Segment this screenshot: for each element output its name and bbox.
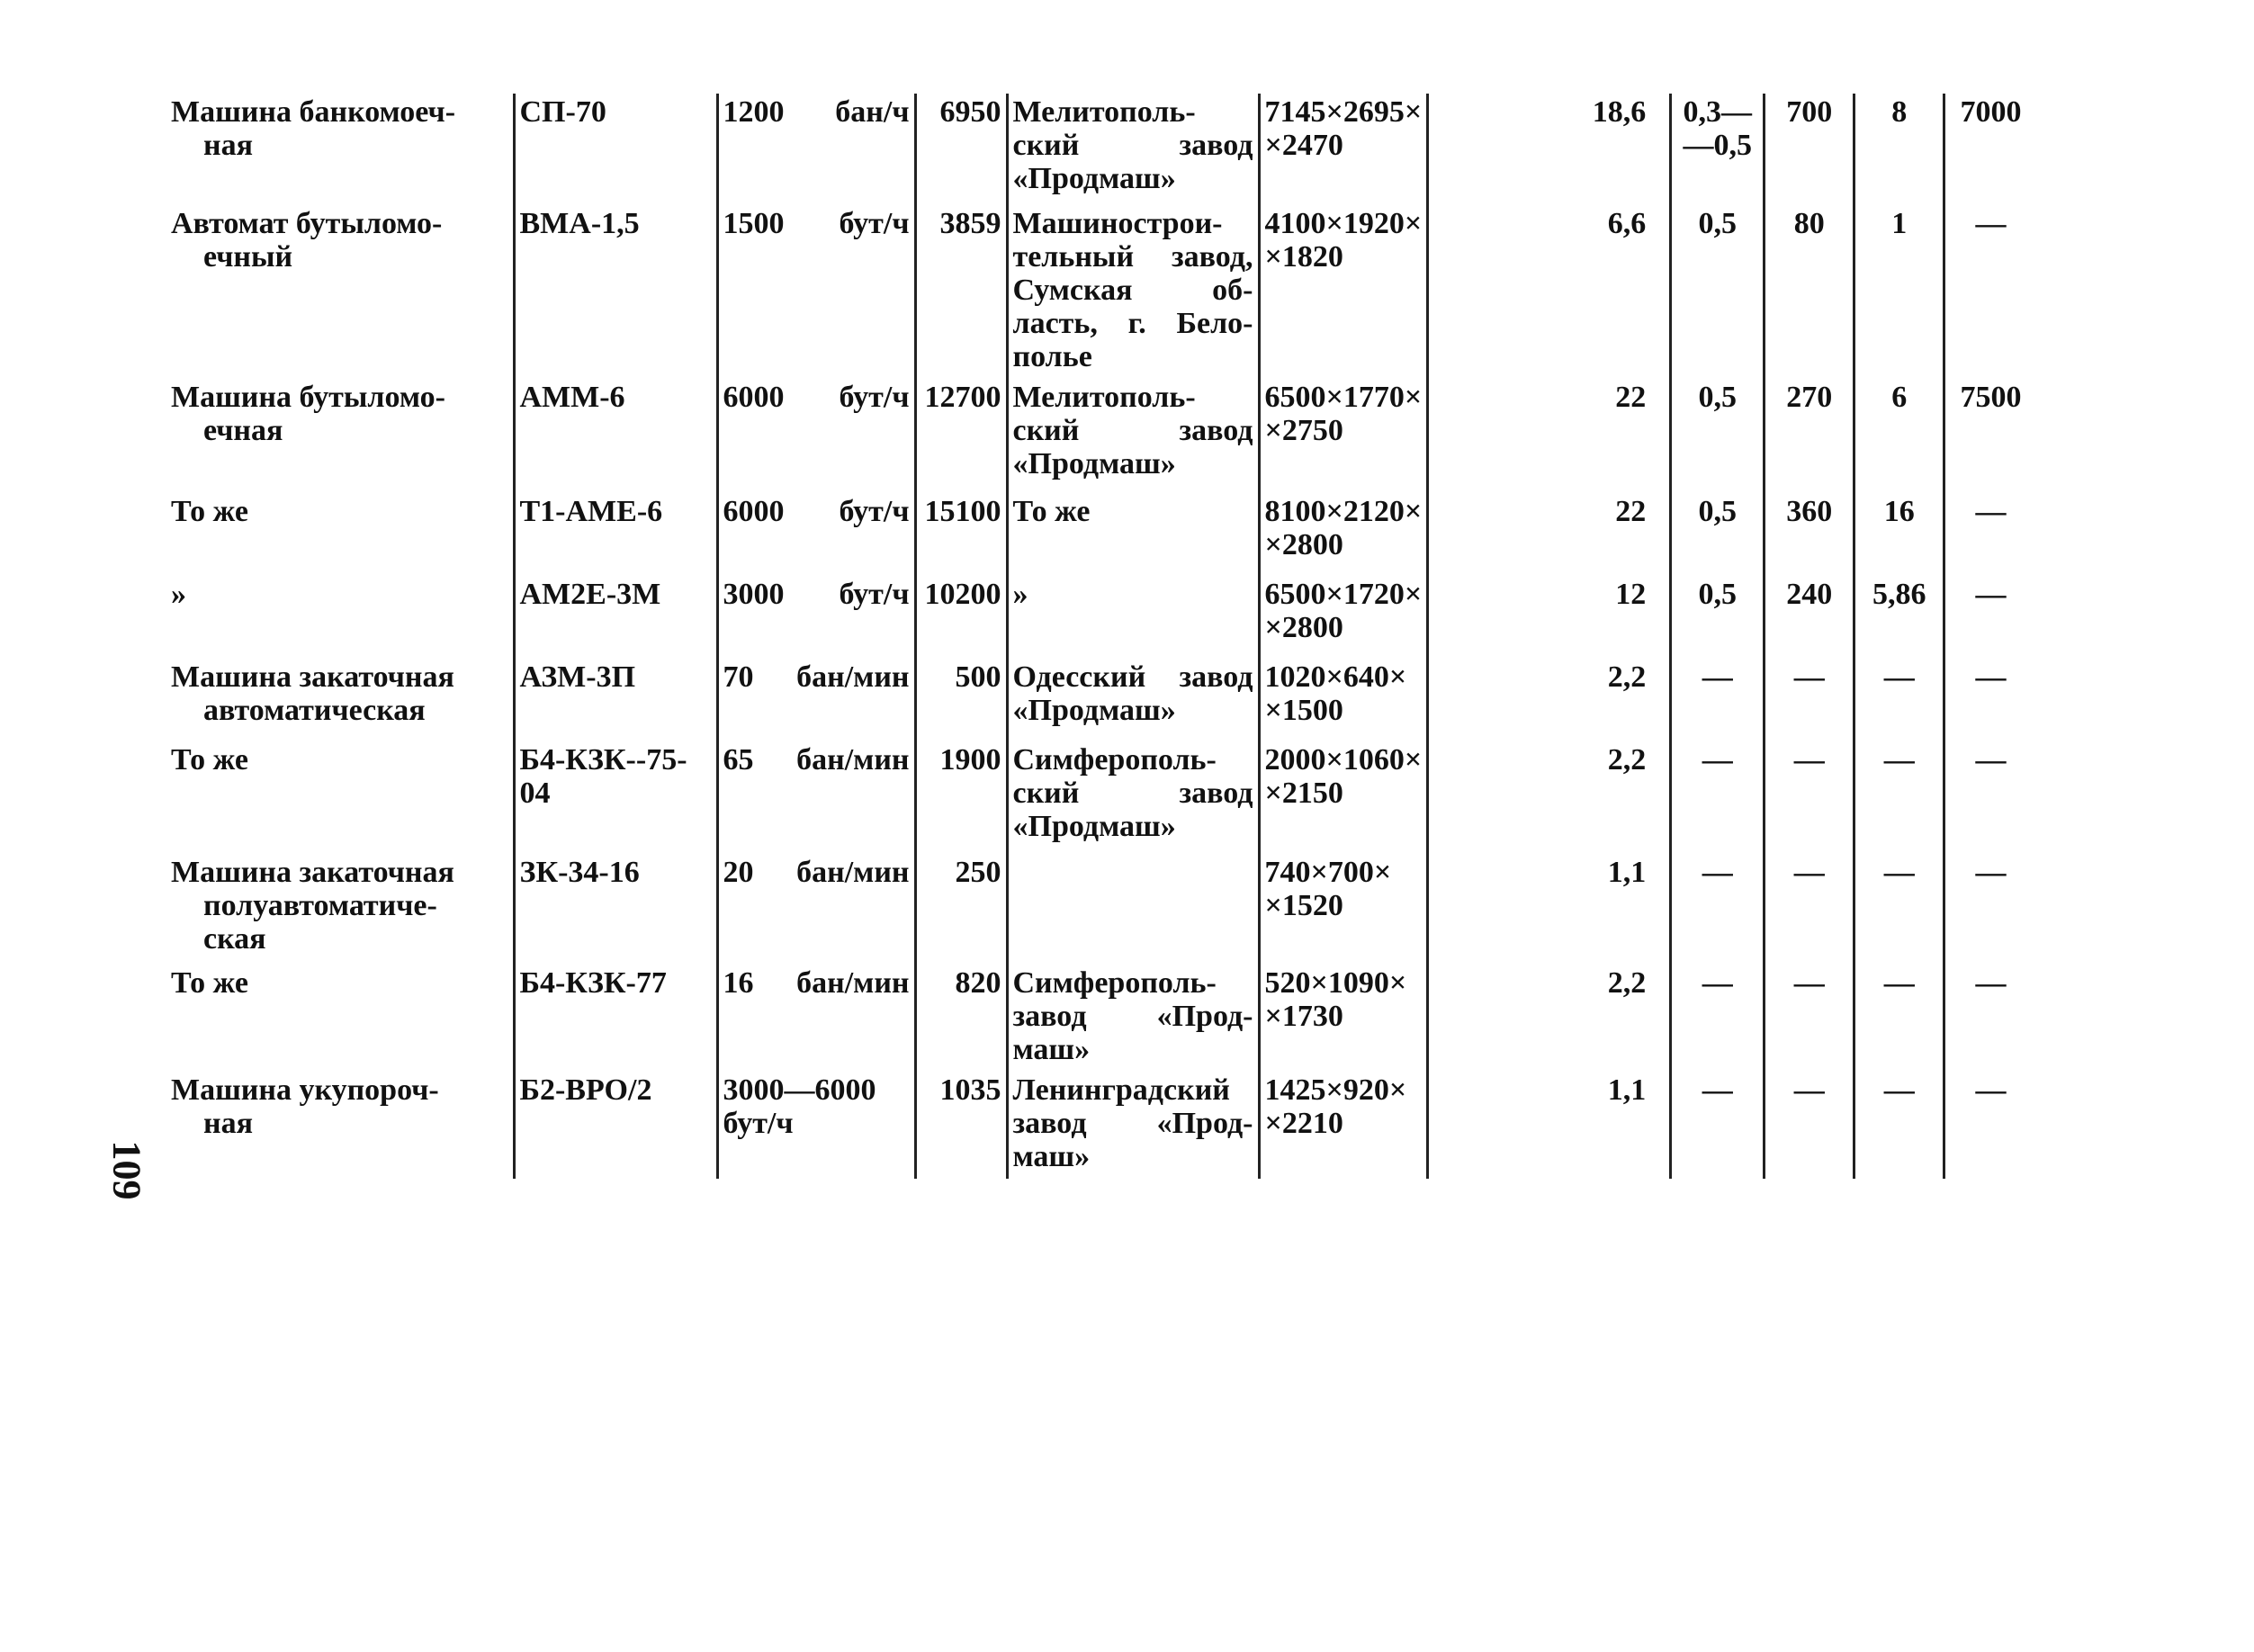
model-text: Т1-АМЕ-6 — [519, 495, 663, 528]
model-text: ЗК-34-16 — [519, 856, 640, 889]
capacity-cell — [717, 205, 915, 379]
pressure-cell — [1671, 854, 1765, 965]
equipment-name-line: ская — [203, 922, 266, 956]
model-cell — [514, 659, 717, 741]
dimensions-line: ×1520 — [1264, 889, 1343, 922]
pressure-line: 0,5 — [1698, 381, 1737, 414]
equipment-name-cell — [167, 205, 514, 379]
staff-cell — [1854, 94, 1944, 205]
price-cell — [915, 659, 1007, 741]
price-cell — [915, 965, 1007, 1072]
power-text: 1,1 — [1607, 1073, 1647, 1107]
water-text: — — [1793, 660, 1825, 694]
power-text: 6,6 — [1607, 207, 1647, 240]
price-cell — [915, 1072, 1007, 1179]
page-number: 109 — [104, 1140, 149, 1200]
price-cell — [915, 94, 1007, 205]
power-cell — [1428, 205, 1671, 379]
manufacturer-text: То же — [1012, 495, 1091, 528]
extra-text: 7000 — [1960, 95, 2022, 129]
extra-cell — [1944, 659, 2036, 741]
price-cell — [915, 493, 1007, 576]
capacity-cell — [717, 741, 915, 854]
dimensions-cell — [1259, 379, 1428, 493]
equipment-name-line: » — [171, 578, 186, 611]
extra-cell — [1944, 205, 2036, 379]
power-text: 18,6 — [1592, 95, 1647, 129]
dimensions-cell — [1259, 741, 1428, 854]
pressure-line: — — [1702, 966, 1733, 1000]
capacity-cell — [717, 965, 915, 1072]
water-cell — [1765, 1072, 1854, 1179]
equipment-name-cell — [167, 493, 514, 576]
staff-text: — — [1883, 856, 1915, 889]
power-cell — [1428, 741, 1671, 854]
table-row — [167, 741, 2036, 854]
power-cell — [1428, 576, 1671, 659]
price-text: 15100 — [924, 495, 1001, 528]
water-cell — [1765, 94, 1854, 205]
extra-cell — [1944, 379, 2036, 493]
water-cell — [1765, 493, 1854, 576]
extra-cell — [1944, 94, 2036, 205]
pressure-cell — [1671, 1072, 1765, 1179]
pressure-cell — [1671, 741, 1765, 854]
staff-text: — — [1883, 1073, 1915, 1107]
staff-text: — — [1883, 743, 1915, 777]
dimensions-line: ×2800 — [1264, 611, 1343, 644]
manufacturer-text: Симферополь-ский завод «Продмаш» — [1012, 743, 1253, 843]
price-text: 3859 — [939, 207, 1001, 240]
pressure-line: — — [1702, 856, 1733, 889]
model-text: СП-70 — [519, 95, 606, 129]
equipment-name-cell — [167, 659, 514, 741]
capacity-text: 1500 бут/ч — [723, 207, 910, 240]
power-cell — [1428, 659, 1671, 741]
model-text: АЗМ-3П — [519, 660, 636, 694]
pressure-line: — — [1702, 743, 1733, 777]
pressure-line: — — [1702, 1073, 1733, 1107]
staff-cell — [1854, 576, 1944, 659]
extra-text: — — [1975, 660, 2007, 694]
water-text: — — [1793, 743, 1825, 777]
dimensions-line: 740×700× — [1264, 856, 1392, 889]
manufacturer-cell — [1007, 1072, 1259, 1179]
model-cell — [514, 741, 717, 854]
model-text: Б4-КЗК-77 — [519, 966, 667, 1000]
water-text: — — [1793, 966, 1825, 1000]
model-cell — [514, 854, 717, 965]
staff-text: 6 — [1891, 381, 1908, 414]
price-text: 500 — [955, 660, 1001, 694]
extra-cell — [1944, 576, 2036, 659]
capacity-text: 20 бан/мин — [723, 856, 910, 889]
extra-cell — [1944, 741, 2036, 854]
dimensions-line: ×2470 — [1264, 129, 1343, 162]
power-cell — [1428, 854, 1671, 965]
water-text: 700 — [1786, 95, 1833, 129]
equipment-name-cell — [167, 741, 514, 854]
table-row — [167, 576, 2036, 659]
staff-text: 5,86 — [1872, 578, 1926, 611]
dimensions-line: 7145×2695× — [1264, 95, 1423, 129]
staff-text: — — [1883, 660, 1915, 694]
extra-text: 7500 — [1960, 381, 2022, 414]
price-cell — [915, 741, 1007, 854]
extra-text: — — [1975, 1073, 2007, 1107]
model-cell — [514, 94, 717, 205]
manufacturer-cell — [1007, 576, 1259, 659]
equipment-name-line: То же — [171, 966, 248, 1000]
price-cell — [915, 205, 1007, 379]
water-text: 270 — [1786, 381, 1833, 414]
table-row — [167, 659, 2036, 741]
pressure-line: —0,5 — [1683, 129, 1752, 162]
water-text: 360 — [1786, 495, 1833, 528]
dimensions-line: 6500×1770× — [1264, 381, 1423, 414]
capacity-text: 3000—6000 бут/ч — [723, 1073, 876, 1140]
dimensions-line: ×1820 — [1264, 240, 1343, 274]
manufacturer-cell — [1007, 205, 1259, 379]
table-row — [167, 205, 2036, 379]
equipment-name-cell — [167, 94, 514, 205]
equipment-name-cell — [167, 854, 514, 965]
equipment-name-cell — [167, 1072, 514, 1179]
extra-text: — — [1975, 578, 2007, 611]
staff-text: 16 — [1883, 495, 1915, 528]
power-text: 2,2 — [1607, 660, 1647, 694]
power-cell — [1428, 493, 1671, 576]
dimensions-line: ×1500 — [1264, 694, 1343, 727]
equipment-name-cell — [167, 379, 514, 493]
manufacturer-text: Одесский завод «Продмаш» — [1012, 660, 1253, 727]
pressure-cell — [1671, 659, 1765, 741]
equipment-name-line: Машина банкомоеч- — [171, 95, 456, 129]
equipment-name-line: ная — [203, 129, 253, 162]
dimensions-line: 8100×2120× — [1264, 495, 1423, 528]
price-text: 6950 — [939, 95, 1001, 129]
model-cell — [514, 493, 717, 576]
dimensions-line: 1020×640× — [1264, 660, 1407, 694]
equipment-table-body — [167, 94, 2036, 1179]
pressure-cell — [1671, 576, 1765, 659]
equipment-name-line: Машина закаточная — [171, 856, 454, 889]
staff-cell — [1854, 493, 1944, 576]
table-row — [167, 1072, 2036, 1179]
water-text: — — [1793, 1073, 1825, 1107]
table-row — [167, 965, 2036, 1072]
staff-text: 1 — [1891, 207, 1908, 240]
table-row — [167, 94, 2036, 205]
dimensions-line: 520×1090× — [1264, 966, 1407, 1000]
staff-cell — [1854, 965, 1944, 1072]
table-row — [167, 379, 2036, 493]
dimensions-line: 1425×920× — [1264, 1073, 1407, 1107]
dimensions-cell — [1259, 94, 1428, 205]
capacity-cell — [717, 1072, 915, 1179]
manufacturer-cell — [1007, 741, 1259, 854]
extra-text: — — [1975, 743, 2007, 777]
water-cell — [1765, 965, 1854, 1072]
model-text: Б2-ВРО/2 — [519, 1073, 652, 1107]
extra-cell — [1944, 493, 2036, 576]
staff-cell — [1854, 854, 1944, 965]
price-text: 10200 — [924, 578, 1001, 611]
price-text: 820 — [955, 966, 1001, 1000]
equipment-name-cell — [167, 965, 514, 1072]
staff-text: — — [1883, 966, 1915, 1000]
equipment-name-line: Машина бутыломо- — [171, 381, 445, 414]
table-row — [167, 854, 2036, 965]
dimensions-cell — [1259, 1072, 1428, 1179]
price-text: 12700 — [924, 381, 1001, 414]
equipment-name-line: То же — [171, 495, 248, 528]
capacity-text: 70 бан/мин — [723, 660, 910, 694]
capacity-text: 6000 бут/ч — [723, 381, 910, 414]
staff-cell — [1854, 379, 1944, 493]
power-text: 2,2 — [1607, 743, 1647, 777]
model-cell — [514, 205, 717, 379]
extra-text: — — [1975, 495, 2007, 528]
manufacturer-cell — [1007, 659, 1259, 741]
dimensions-cell — [1259, 205, 1428, 379]
equipment-name-line: ная — [203, 1107, 253, 1140]
dimensions-line: 6500×1720× — [1264, 578, 1423, 611]
staff-cell — [1854, 205, 1944, 379]
table-row — [167, 493, 2036, 576]
capacity-cell — [717, 493, 915, 576]
pressure-line: — — [1702, 660, 1733, 694]
manufacturer-cell — [1007, 493, 1259, 576]
dimensions-line: 4100×1920× — [1264, 207, 1423, 240]
manufacturer-text: » — [1012, 578, 1028, 611]
extra-text: — — [1975, 856, 2007, 889]
equipment-name-line: То же — [171, 743, 248, 777]
power-cell — [1428, 965, 1671, 1072]
price-cell — [915, 576, 1007, 659]
equipment-table-wrap — [167, 94, 2036, 1179]
water-cell — [1765, 576, 1854, 659]
dimensions-line: ×1730 — [1264, 1000, 1343, 1033]
equipment-table — [167, 94, 2036, 1179]
dimensions-line: ×2210 — [1264, 1107, 1343, 1140]
water-cell — [1765, 379, 1854, 493]
dimensions-line: ×2750 — [1264, 414, 1343, 447]
capacity-cell — [717, 659, 915, 741]
capacity-cell — [717, 576, 915, 659]
pressure-line: 0,3— — [1683, 95, 1752, 129]
model-cell — [514, 1072, 717, 1179]
price-cell — [915, 379, 1007, 493]
manufacturer-cell — [1007, 965, 1259, 1072]
pressure-cell — [1671, 965, 1765, 1072]
capacity-text: 16 бан/мин — [723, 966, 910, 1000]
equipment-name-cell — [167, 576, 514, 659]
price-text: 250 — [955, 856, 1001, 889]
manufacturer-text: Ленинградский завод «Прод-маш» — [1012, 1073, 1253, 1173]
equipment-name-line: ечный — [203, 240, 293, 274]
power-text: 22 — [1615, 381, 1647, 414]
pressure-cell — [1671, 94, 1765, 205]
water-text: 80 — [1793, 207, 1825, 240]
water-cell — [1765, 854, 1854, 965]
capacity-text: 3000 бут/ч — [723, 578, 910, 611]
model-text: АМ2Е-3М — [519, 578, 661, 611]
pressure-line: 0,5 — [1698, 207, 1737, 240]
pressure-line: 0,5 — [1698, 578, 1737, 611]
dimensions-line: ×2800 — [1264, 528, 1343, 561]
pressure-line: 0,5 — [1698, 495, 1737, 528]
pressure-cell — [1671, 379, 1765, 493]
model-cell — [514, 576, 717, 659]
water-text: — — [1793, 856, 1825, 889]
power-cell — [1428, 94, 1671, 205]
model-text: ВМА-1,5 — [519, 207, 640, 240]
extra-text: — — [1975, 966, 2007, 1000]
staff-text: 8 — [1891, 95, 1908, 129]
equipment-name-line: Автомат бутыломо- — [171, 207, 443, 240]
price-text: 1035 — [939, 1073, 1001, 1107]
dimensions-cell — [1259, 659, 1428, 741]
equipment-name-line: ечная — [203, 414, 283, 447]
price-text: 1900 — [939, 743, 1001, 777]
water-cell — [1765, 205, 1854, 379]
power-text: 12 — [1615, 578, 1647, 611]
dimensions-cell — [1259, 576, 1428, 659]
equipment-name-line: полуавтоматиче- — [203, 889, 437, 922]
power-text: 2,2 — [1607, 966, 1647, 1000]
staff-cell — [1854, 1072, 1944, 1179]
dimensions-line: ×2150 — [1264, 777, 1343, 810]
manufacturer-text: Симферополь-завод «Прод-маш» — [1012, 966, 1253, 1066]
model-cell — [514, 965, 717, 1072]
power-cell — [1428, 1072, 1671, 1179]
equipment-name-line: Машина укупороч- — [171, 1073, 439, 1107]
price-cell — [915, 854, 1007, 965]
pressure-cell — [1671, 205, 1765, 379]
equipment-name-line: автоматическая — [203, 694, 426, 727]
staff-cell — [1854, 741, 1944, 854]
capacity-text: 1200 бан/ч — [723, 95, 910, 129]
water-text: 240 — [1786, 578, 1833, 611]
manufacturer-text: Машинострои-тельный завод, Сумская об-ласть, г. Бело-полье — [1012, 207, 1253, 373]
pressure-cell — [1671, 493, 1765, 576]
staff-cell — [1854, 659, 1944, 741]
power-cell — [1428, 379, 1671, 493]
capacity-cell — [717, 379, 915, 493]
dimensions-cell — [1259, 854, 1428, 965]
model-text: АММ-6 — [519, 381, 625, 414]
extra-cell — [1944, 854, 2036, 965]
manufacturer-cell — [1007, 854, 1259, 965]
extra-cell — [1944, 1072, 2036, 1179]
water-cell — [1765, 741, 1854, 854]
model-cell — [514, 379, 717, 493]
extra-text: — — [1975, 207, 2007, 240]
dimensions-cell — [1259, 493, 1428, 576]
dimensions-cell — [1259, 965, 1428, 1072]
capacity-cell — [717, 854, 915, 965]
capacity-text: 65 бан/мин — [723, 743, 910, 777]
manufacturer-cell — [1007, 94, 1259, 205]
water-cell — [1765, 659, 1854, 741]
power-text: 1,1 — [1607, 856, 1647, 889]
capacity-text: 6000 бут/ч — [723, 495, 910, 528]
capacity-cell — [717, 94, 915, 205]
manufacturer-text: Мелитополь-ский завод «Продмаш» — [1012, 95, 1253, 195]
manufacturer-cell — [1007, 379, 1259, 493]
extra-cell — [1944, 965, 2036, 1072]
equipment-name-line: Машина закаточная — [171, 660, 454, 694]
dimensions-line: 2000×1060× — [1264, 743, 1423, 777]
model-text: Б4-КЗК--75-04 — [519, 743, 687, 810]
manufacturer-text: Мелитополь-ский завод «Продмаш» — [1012, 381, 1253, 480]
power-text: 22 — [1615, 495, 1647, 528]
